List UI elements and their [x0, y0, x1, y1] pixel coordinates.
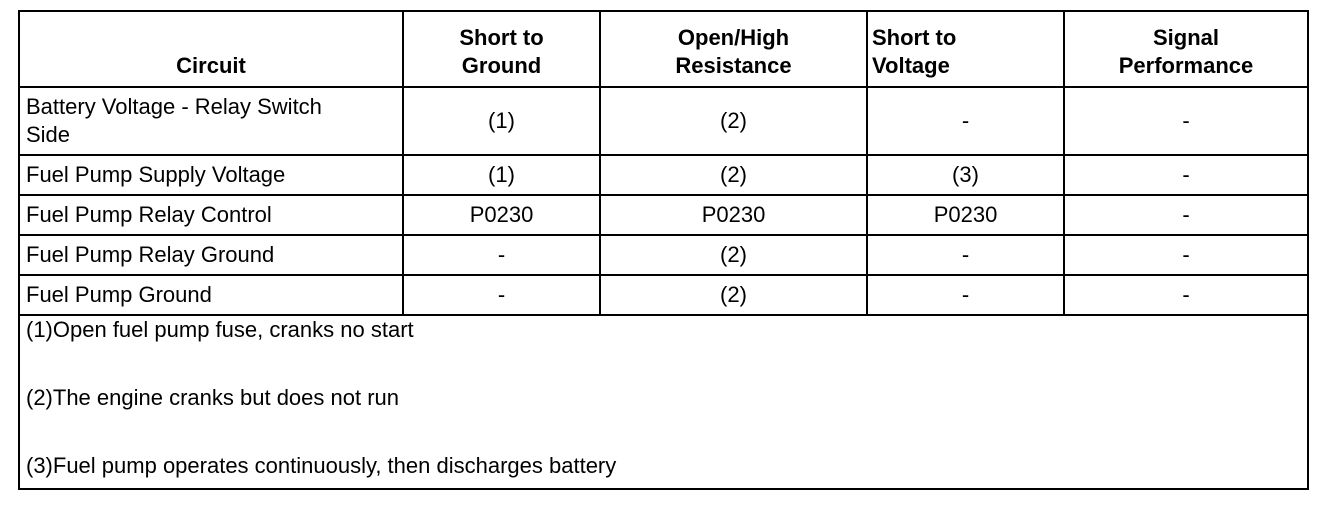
signal-performance-cell: -: [1064, 155, 1308, 195]
short-to-voltage-cell: -: [867, 235, 1064, 275]
note-1: (1)Open fuel pump fuse, cranks no start: [26, 317, 414, 342]
short-to-voltage-cell: -: [867, 87, 1064, 155]
header-open-high-resistance-line1: Open/High: [677, 25, 790, 50]
table-row: [19, 87, 1308, 155]
open-high-resistance-cell: (2): [600, 155, 867, 195]
header-signal-performance-line2: Performance: [1118, 53, 1254, 78]
table-row: [19, 235, 1308, 275]
circuit-cell: Battery Voltage - Relay Switch Side: [19, 87, 403, 155]
short-to-voltage-cell: P0230: [867, 195, 1064, 235]
header-circuit: Circuit: [19, 11, 403, 87]
open-high-resistance-cell: (2): [600, 275, 867, 315]
header-short-to-ground-line1: Short to: [459, 25, 544, 50]
short-to-ground-cell: (1): [403, 87, 600, 155]
header-row: [19, 11, 1308, 87]
signal-performance-cell: -: [1064, 195, 1308, 235]
short-to-voltage-cell: -: [867, 275, 1064, 315]
short-to-ground-cell: -: [403, 235, 600, 275]
header-short-to-voltage: [867, 11, 1064, 87]
signal-performance-cell: -: [1064, 235, 1308, 275]
short-to-ground-cell: -: [403, 275, 600, 315]
short-to-ground-cell: (1): [403, 155, 600, 195]
header-signal-performance-line1: Signal: [1152, 25, 1219, 50]
note-3: (3)Fuel pump operates continuously, then discharges battery: [26, 453, 617, 478]
circuit-cell: Fuel Pump Ground: [19, 275, 403, 315]
signal-performance-cell: -: [1064, 275, 1308, 315]
header-short-to-ground: [403, 11, 600, 87]
header-open-high-resistance-line2: Resistance: [675, 53, 792, 78]
notes-row: [19, 315, 1308, 489]
open-high-resistance-cell: P0230: [600, 195, 867, 235]
short-to-ground-cell: P0230: [403, 195, 600, 235]
circuit-cell: Fuel Pump Supply Voltage: [19, 155, 403, 195]
table-row: [19, 195, 1308, 235]
circuit-diagnosis-table: [18, 10, 1309, 490]
header-signal-performance: [1064, 11, 1308, 87]
table-row: [19, 275, 1308, 315]
circuit-cell: Fuel Pump Relay Ground: [19, 235, 403, 275]
table-row: [19, 155, 1308, 195]
header-short-to-voltage-line2: Voltage: [872, 53, 950, 78]
header-short-to-voltage-line1: Short to: [872, 25, 957, 50]
short-to-voltage-cell: (3): [867, 155, 1064, 195]
note-2: (2)The engine cranks but does not run: [26, 385, 400, 410]
notes-cell: [19, 315, 1308, 489]
signal-performance-cell: -: [1064, 87, 1308, 155]
header-short-to-ground-line2: Ground: [461, 53, 542, 78]
open-high-resistance-cell: (2): [600, 87, 867, 155]
circuit-cell: Fuel Pump Relay Control: [19, 195, 403, 235]
open-high-resistance-cell: (2): [600, 235, 867, 275]
header-open-high-resistance: [600, 11, 867, 87]
